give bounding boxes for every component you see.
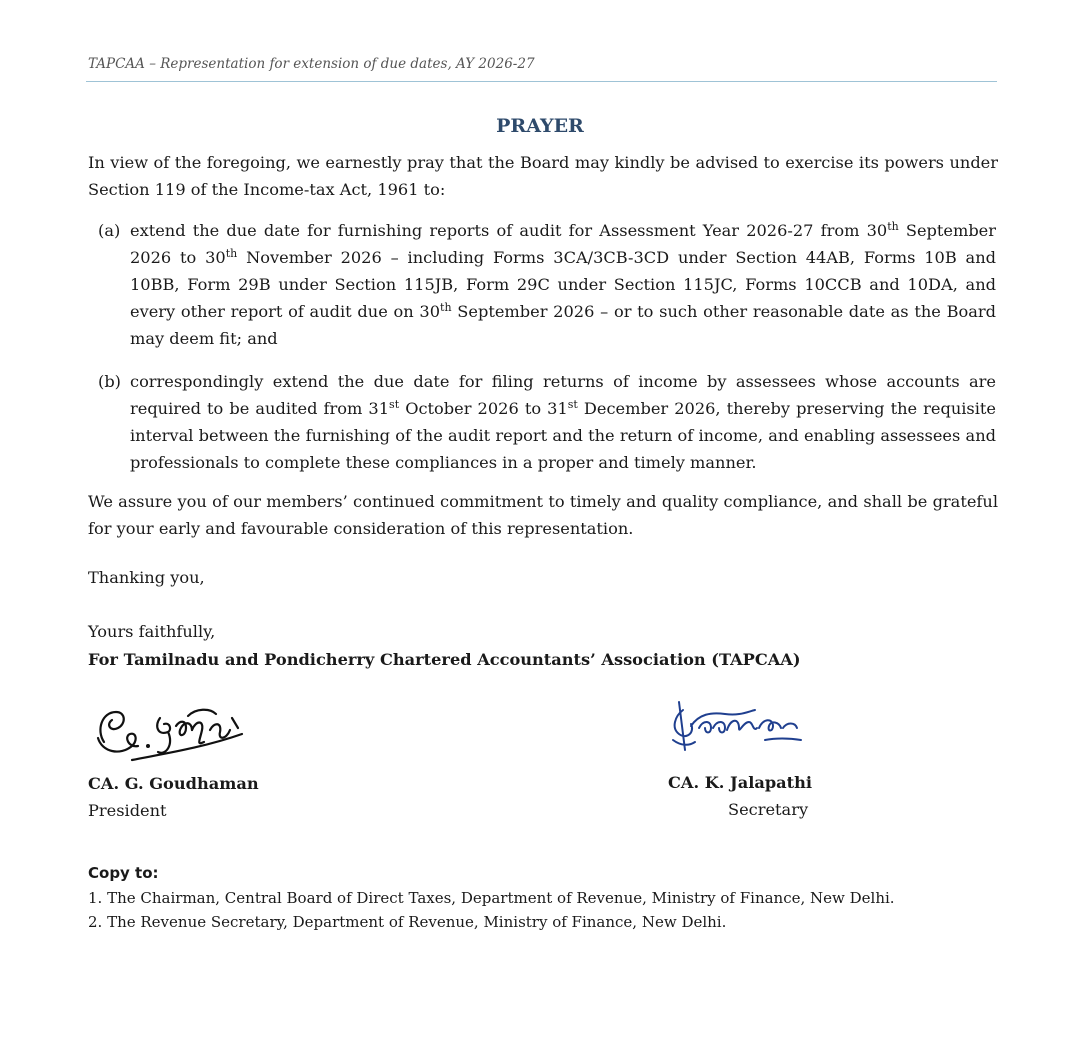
- list-item-b: [130, 368, 996, 476]
- item-b-text-3: December 2026, thereby preserving the requisite interval between the furnishing of the audit report and the return of income, and enabling assessees and professionals to complete these compliances in a proper and timely manner.: [130, 399, 997, 472]
- list-marker-a: (a): [98, 221, 121, 240]
- copy-to-list: [88, 886, 895, 934]
- item-a-sup-2: th: [225, 247, 238, 260]
- signatory-name-president: CA. G. Goudhaman: [88, 774, 259, 793]
- thanks-line: Thanking you,: [88, 568, 205, 587]
- copy-to-heading: Copy to:: [88, 864, 159, 882]
- header-divider: [86, 81, 997, 82]
- item-b-text-2: October 2026 to 31: [399, 399, 568, 418]
- signatory-name-secretary: CA. K. Jalapathi: [668, 773, 813, 792]
- intro-paragraph: In view of the foregoing, we earnestly pray that the Board may kindly be advised to exercise its powers under Section 119 of the Income-tax Act, 1961 to:: [88, 153, 998, 199]
- section-title: PRAYER: [496, 115, 584, 137]
- closing-paragraph: We assure you of our members’ continued commitment to timely and quality compliance, and shall be grateful for your early and favourable consideration of this representation.: [88, 492, 998, 538]
- item-a-sup-1: th: [887, 220, 899, 233]
- item-a-text-2: September 2026 to 30: [130, 221, 996, 267]
- list-item-a: [130, 217, 996, 352]
- sign-off: Yours faithfully,: [88, 622, 216, 641]
- secretary-signature: [655, 688, 830, 766]
- item-a-text-4: September 2026 – or to such other reasonable date as the Board may deem fit; and: [130, 302, 996, 348]
- president-signature: [92, 690, 252, 770]
- organization-name: For Tamilnadu and Pondicherry Chartered Accountants’ Association (TAPCAA): [88, 650, 801, 669]
- copy-to-entry: 1. The Chairman, Central Board of Direct Taxes, Department of Revenue, Ministry of Finance, New Delhi.: [88, 889, 895, 907]
- signatory-role-secretary: Secretary: [728, 800, 809, 819]
- list-marker-b: (b): [98, 372, 121, 391]
- copy-to-entry: 2. The Revenue Secretary, Department of Revenue, Ministry of Finance, New Delhi.: [88, 913, 727, 931]
- signatory-role-president: President: [88, 801, 167, 820]
- item-a-text-1: extend the due date for furnishing reports of audit for Assessment Year 2026-27 from 30: [130, 221, 888, 240]
- item-b-sup-1: st: [389, 398, 400, 411]
- running-header: TAPCAA – Representation for extension of due dates, AY 2026-27: [88, 56, 535, 72]
- item-a-text-3: November 2026 – including Forms 3CA/3CB-3CD under Section 44AB, Forms 10B and 10BB, Form 29B under Section 115JB, Form 29C under Section 115JC, Forms 10CCB and 10DA, and every other report of audit due on 30: [130, 248, 996, 321]
- item-b-text-1: correspondingly extend the due date for filing returns of income by assessees whose accounts are required to be audited from 31: [130, 372, 996, 418]
- item-a-sup-3: th: [440, 301, 452, 314]
- item-b-sup-2: st: [567, 398, 578, 411]
